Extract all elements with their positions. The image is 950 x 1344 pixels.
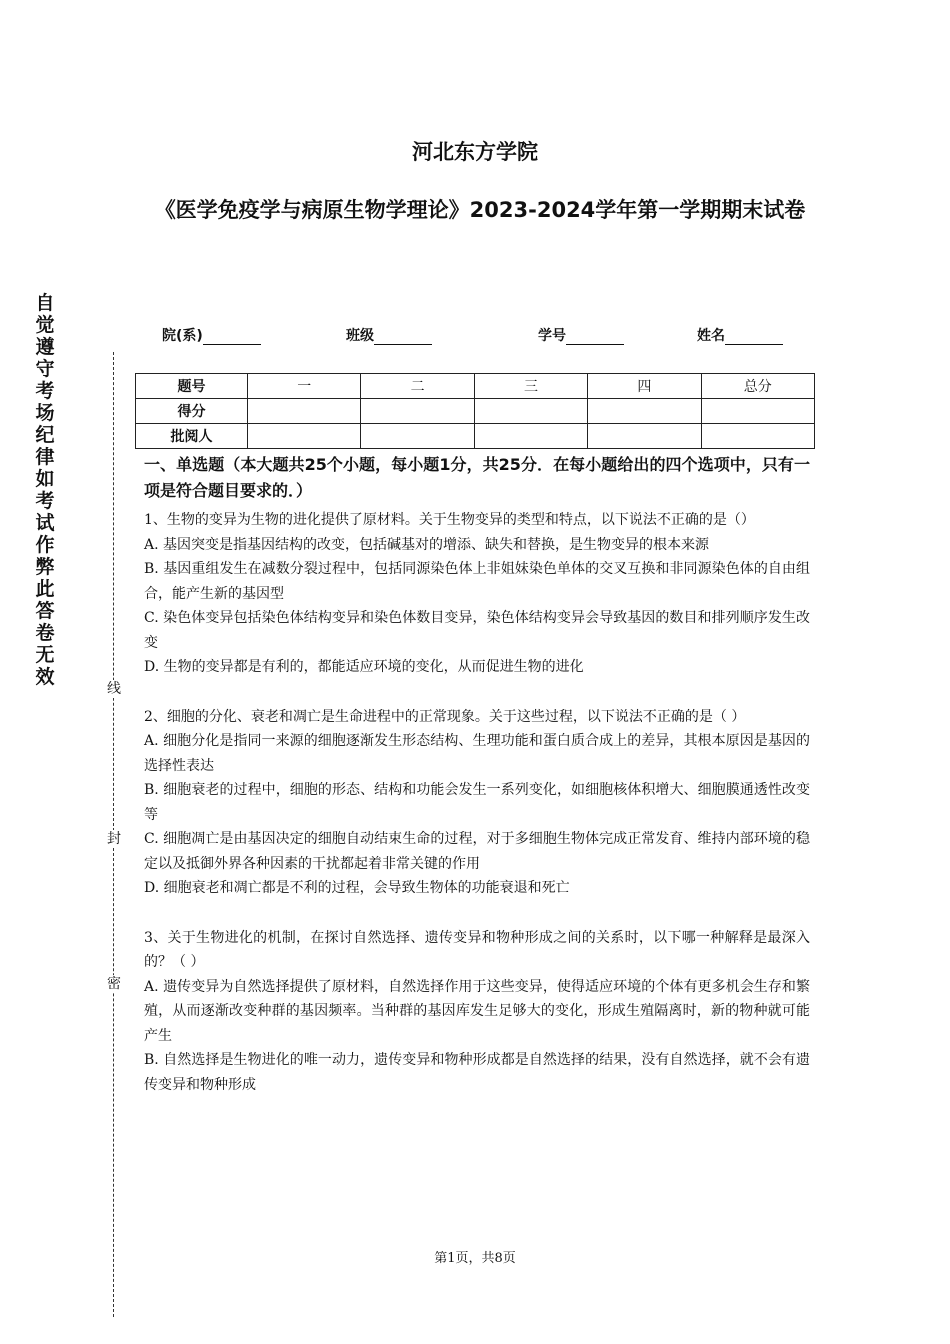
class-field[interactable] [346,325,432,345]
seal-mark-line: 线 [104,680,124,698]
score-table-header-row [136,374,815,399]
student-id-label: 学号 [538,328,566,344]
name-field[interactable] [697,325,783,345]
question-stem: 2、细胞的分化、衰老和凋亡是生命进程中的正常现象。关于这些过程，以下说法不正确的是（ ） [144,708,746,725]
score-cell[interactable] [588,399,701,424]
score-cell[interactable] [248,399,361,424]
grader-cell[interactable] [588,424,701,449]
page-footer: 第1页，共8页 [434,1251,516,1266]
class-label: 班级 [346,328,374,344]
option-c[interactable]: C. 细胞凋亡是由基因决定的细胞自动结束生命的过程，对于多细胞生物体完成正常发育、维持内部环境的稳定以及抵御外界各种因素的干扰都起着非常关键的作用 [144,831,810,872]
section-1-heading: 一、单选题（本大题共25个小题，每小题1分，共25分．在每小题给出的四个选项中，只有一项是符合题目要求的．） [144,455,810,500]
score-table-col-2: 二 [361,374,474,399]
grader-cell[interactable] [248,424,361,449]
score-cell[interactable] [361,399,474,424]
option-d[interactable]: D. 生物的变异都是有利的，都能适应环境的变化，从而促进生物的进化 [144,659,584,675]
department-field[interactable] [162,325,261,345]
score-table-col-3: 三 [474,374,587,399]
exam-content [144,452,810,1122]
student-info-row [162,325,802,349]
integrity-warning: 自觉遵守考场纪律如考试作弊此答卷无效 [35,292,55,688]
student-id-field[interactable] [538,325,624,345]
option-c[interactable]: C. 染色体变异包括染色体结构变异和染色体数目变异，染色体结构变异会导致基因的数目和排列顺序发生改变 [144,610,810,651]
score-table-col-4: 四 [588,374,701,399]
student-id-blank[interactable] [566,328,624,345]
seal-mark-secret: 密 [104,975,124,993]
grader-row [136,424,815,449]
grader-cell[interactable] [361,424,474,449]
class-blank[interactable] [374,328,432,345]
department-blank[interactable] [203,328,261,345]
option-b[interactable]: B. 自然选择是生物进化的唯一动力，遗传变异和物种形成都是自然选择的结果，没有自然选择，就不会有遗传变异和物种形成 [144,1052,810,1093]
question-1 [144,508,810,680]
score-row-label: 得分 [136,399,248,424]
question-2 [144,705,810,901]
score-table-col-1: 一 [248,374,361,399]
score-table [135,373,815,449]
option-b[interactable]: B. 基因重组发生在减数分裂过程中，包括同源染色体上非姐妹染色单体的交叉互换和非同源染色体的自由组合，能产生新的基因型 [144,561,810,602]
school-name: 河北东方学院 [412,140,538,164]
score-table-header-label: 题号 [136,374,248,399]
department-label: 院(系) [162,328,203,344]
option-b[interactable]: B. 细胞衰老的过程中，细胞的形态、结构和功能会发生一系列变化，如细胞核体积增大、细胞膜通透性改变等 [144,782,810,823]
score-row [136,399,815,424]
option-a[interactable]: A. 基因突变是指基因结构的改变，包括碱基对的增添、缺失和替换，是生物变异的根本来源 [144,536,710,553]
score-cell[interactable] [474,399,587,424]
question-stem: 3、关于生物进化的机制，在探讨自然选择、遗传变异和物种形成之间的关系时，以下哪一种解释是最深入的？（ ） [144,929,810,970]
exam-title: 《医学免疫学与病原生物学理论》2023-2024学年第一学期期末试卷 [154,198,806,222]
question-stem: 1、生物的变异为生物的进化提供了原材料。关于生物变异的类型和特点，以下说法不正确的是（） [144,512,755,528]
grader-row-label: 批阅人 [136,424,248,449]
option-a[interactable]: A. 细胞分化是指同一来源的细胞逐渐发生形态结构、生理功能和蛋白质合成上的差异，其根本原因是基因的选择性表达 [144,733,810,774]
name-blank[interactable] [725,328,783,345]
name-label: 姓名 [697,328,725,344]
option-a[interactable]: A. 遗传变异为自然选择提供了原材料，自然选择作用于这些变异，使得适应环境的个体有更多机会生存和繁殖，从而逐渐改变种群的基因频率。当种群的基因库发生足够大的变化，形成生殖隔离时，新的物种就可能产生 [144,978,810,1044]
grader-cell[interactable] [474,424,587,449]
seal-mark-seal: 封 [104,830,124,848]
option-d[interactable]: D. 细胞衰老和凋亡都是不利的过程，会导致生物体的功能衰退和死亡 [144,880,570,896]
score-cell[interactable] [701,399,814,424]
question-3 [144,926,810,1098]
grader-cell[interactable] [701,424,814,449]
score-table-col-total: 总分 [701,374,814,399]
